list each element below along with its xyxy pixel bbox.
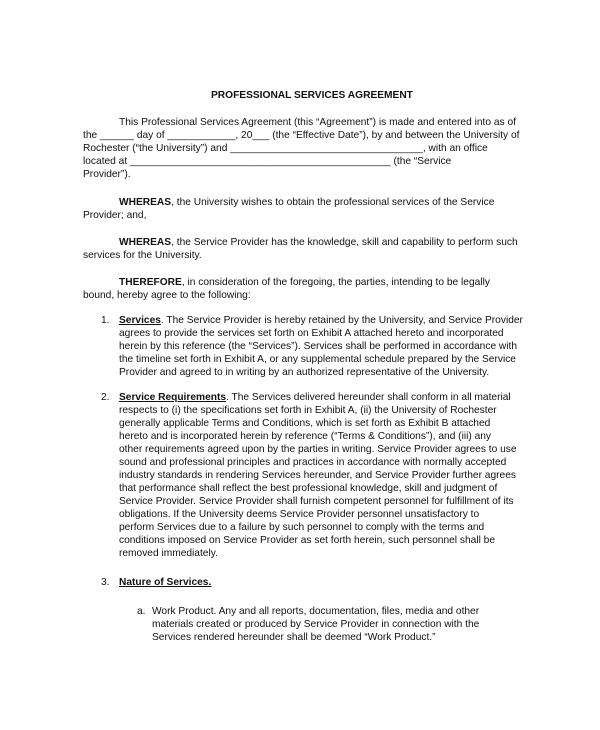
section-2-line-12: conditions imposed on Service Provider as set forth herein, such personnel shall be xyxy=(119,535,496,546)
whereas-1-lead: WHEREAS xyxy=(119,197,172,208)
section-1-line-4: the timeline set forth in Exhibit A, or any supplemental schedule prepared by the Service xyxy=(119,354,516,365)
section-2-line-4: hereto and is incorporated herein by reference (“Terms & Conditions”), and (iii) any xyxy=(119,431,492,442)
whereas-2-line-2: services for the University. xyxy=(83,250,202,261)
intro-line-5: Provider”). xyxy=(83,169,131,180)
intro-line-3: Rochester (“the University”) and __________________________________, with an office xyxy=(83,143,488,154)
section-2-line-7: industry standards in rendering Services hereunder, and Service Provider further agrees xyxy=(119,470,516,481)
whereas-2-lead: WHEREAS xyxy=(119,237,172,248)
section-1-heading: Services xyxy=(119,315,161,326)
section-3a-line-2: materials created or produced by Service Provider in connection with the xyxy=(152,619,480,630)
section-2-line-5: other requirements agreed upon by the parties in writing. Service Provider agrees to use xyxy=(119,444,517,455)
section-2-line-1 xyxy=(119,391,511,404)
therefore-line-1 xyxy=(119,276,490,289)
section-1-number: 1. xyxy=(101,315,110,326)
whereas-2-line-1 xyxy=(119,236,518,249)
whereas-1-line-1 xyxy=(119,196,494,209)
whereas-1-text: , the University wishes to obtain the professional services of the Service xyxy=(171,197,495,208)
section-1-line-3: herein by this reference (the “Services”). Services shall be performed in accordance with xyxy=(119,341,518,352)
section-2-number: 2. xyxy=(101,392,110,403)
section-3a-line-1: Work Product. Any and all reports, documentation, files, media and other xyxy=(152,606,480,617)
section-3a-letter: a. xyxy=(137,606,146,617)
therefore-line-2: bound, hereby agree to the following: xyxy=(83,290,251,301)
intro-line-1: This Professional Services Agreement (this “Agreement”) is made and entered into as of xyxy=(119,117,516,128)
therefore-text: , in consideration of the foregoing, the parties, intending to be legally xyxy=(181,277,490,288)
section-2-line-11: perform Services due to a failure by such personnel to comply with the terms and xyxy=(119,522,485,533)
section-2-text: . The Services delivered hereunder shall conform in all material xyxy=(226,392,511,403)
section-3a-line-3: Services rendered hereunder shall be deemed “Work Product.” xyxy=(152,632,436,643)
section-3-heading: Nature of Services. xyxy=(119,577,212,588)
section-1-text: . The Service Provider is hereby retained by the University, and Service Provider xyxy=(160,315,523,326)
section-2-line-10: obligations. If the University deems Service Provider personnel unsatisfactory to xyxy=(119,509,480,520)
section-2-heading: Service Requirements xyxy=(119,392,227,403)
document-title: PROFESSIONAL SERVICES AGREEMENT xyxy=(211,90,413,101)
whereas-1-line-2: Provider; and, xyxy=(83,210,147,221)
section-2-line-13: removed immediately. xyxy=(119,548,218,559)
section-2-line-6: sound and professional principles and practices in accordance with normally accepted xyxy=(119,457,507,468)
section-2-line-2: respects to (i) the specifications set forth in Exhibit A, (ii) the University of Rochester xyxy=(119,405,497,416)
therefore-lead: THEREFORE xyxy=(119,277,182,288)
section-3-number: 3. xyxy=(101,577,110,588)
whereas-2-text: , the Service Provider has the knowledge, skill and capability to perform such xyxy=(171,237,518,248)
section-2-line-3: generally applicable Terms and Conditions, which is set forth as Exhibit B attached xyxy=(119,418,491,429)
section-1-line-5: Provider and agreed to in writing by an authorized representative of the University. xyxy=(119,367,490,378)
section-2-line-9: Service Provider. Service Provider shall furnish competent personnel for fulfillment of its xyxy=(119,496,514,507)
intro-line-2: the ______ day of ____________, 20___ (the “Effective Date”), by and between the University of xyxy=(83,130,520,141)
section-1-line-2: agrees to provide the services set forth on Exhibit A attached hereto and incorporated xyxy=(119,328,504,339)
section-1-line-1 xyxy=(119,314,523,327)
section-2-line-8: that performance shall reflect the best professional knowledge, skill and judgment of xyxy=(119,483,498,494)
intro-line-4: located at ______________________________________________ (the “Service xyxy=(83,156,452,167)
